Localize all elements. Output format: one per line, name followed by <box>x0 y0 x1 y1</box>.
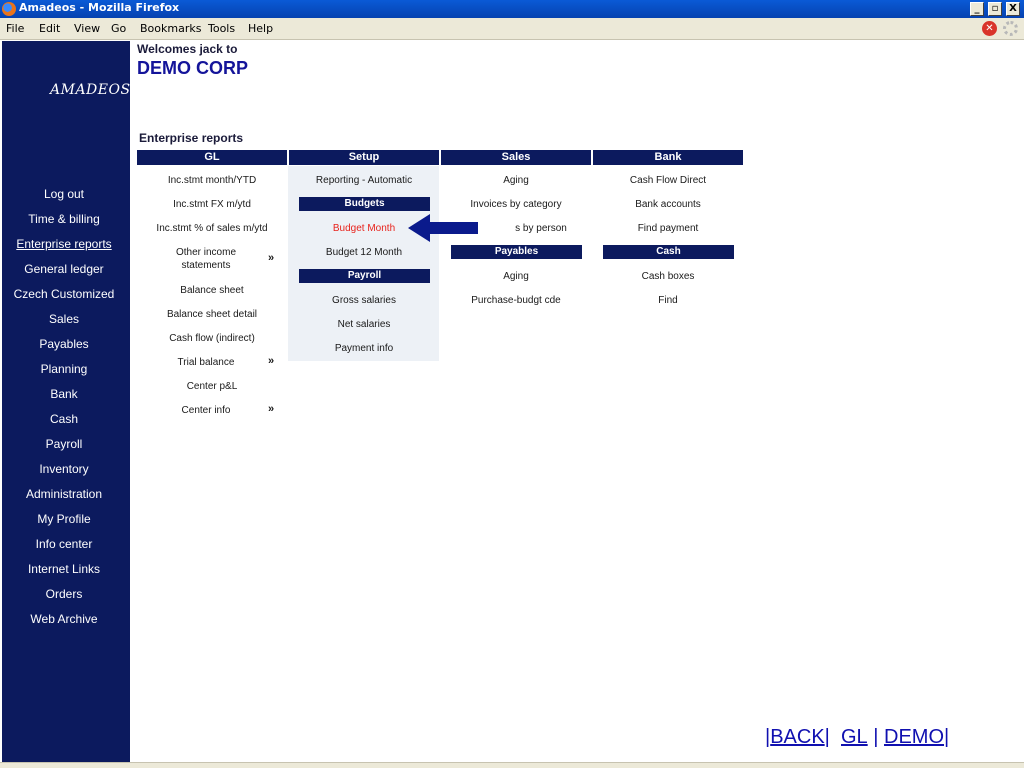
sidebar-item-bank[interactable]: Bank <box>50 387 78 401</box>
sidebar-item-my-profile[interactable]: My Profile <box>37 512 91 526</box>
stop-icon[interactable]: ✕ <box>982 21 997 36</box>
nav-separator: | <box>824 726 830 748</box>
firefox-icon <box>2 2 16 16</box>
bank-link-find-payment[interactable]: Find payment <box>637 223 699 234</box>
maximize-button[interactable]: ▫ <box>988 2 1002 16</box>
title-bar <box>0 0 1024 18</box>
column-header-sales: Sales <box>441 150 591 165</box>
subheader-payables: Payables <box>451 245 582 259</box>
nav-separator: | <box>944 726 950 748</box>
sidebar-item-orders[interactable]: Orders <box>45 587 83 601</box>
menu-tools[interactable]: Tools <box>208 22 236 35</box>
demo-link[interactable]: DEMO <box>884 726 945 748</box>
sidebar-item-payables[interactable]: Payables <box>39 337 89 351</box>
sales-link-by-person[interactable]: s by person <box>515 223 567 234</box>
back-link[interactable]: BACK <box>770 726 825 748</box>
sales-link-invoices-by-category[interactable]: Invoices by category <box>470 199 562 210</box>
setup-link-reporting-automatic[interactable]: Reporting - Automatic <box>315 175 413 186</box>
menu-bar <box>0 18 1024 40</box>
menu-view[interactable]: View <box>74 22 101 35</box>
company-name: DEMO CORP <box>137 58 249 78</box>
column-header-gl: GL <box>137 150 287 165</box>
sidebar-item-enterprise-reports[interactable]: Enterprise reports <box>16 237 112 251</box>
menu-help[interactable]: Help <box>248 22 274 35</box>
cash-link-cash-boxes[interactable]: Cash boxes <box>641 271 695 282</box>
status-bar <box>0 762 1024 768</box>
sidebar-item-internet-links[interactable]: Internet Links <box>27 562 101 576</box>
gl-link-inc-stmt-fx[interactable]: Inc.stmt FX m/ytd <box>173 199 251 210</box>
sidebar-item-planning[interactable]: Planning <box>40 362 88 376</box>
close-button[interactable]: X <box>1006 2 1020 16</box>
window-title: Amadeos - Mozilla Firefox <box>19 1 180 14</box>
setup-link-budget-month[interactable]: Budget Month <box>332 223 396 234</box>
more-icon[interactable]: » <box>268 252 275 264</box>
sidebar-item-cash[interactable]: Cash <box>49 412 78 426</box>
subheader-payroll: Payroll <box>299 269 430 283</box>
payables-link-aging[interactable]: Aging <box>503 271 529 282</box>
sidebar-item-web-archive[interactable]: Web Archive <box>30 612 98 626</box>
nav-separator: | <box>765 726 771 748</box>
gl-link-inc-stmt-pct-sales[interactable]: Inc.stmt % of sales m/ytd <box>156 223 268 234</box>
welcome-text: Welcomes jack to <box>137 42 238 56</box>
setup-link-gross-salaries[interactable]: Gross salaries <box>332 295 396 306</box>
gl-link-inc-stmt-month-ytd[interactable]: Inc.stmt month/YTD <box>167 175 257 186</box>
setup-link-net-salaries[interactable]: Net salaries <box>337 319 391 330</box>
gl-link-trial-balance[interactable]: Trial balance <box>177 357 235 368</box>
setup-link-budget-12-month[interactable]: Budget 12 Month <box>325 247 403 258</box>
column-header-bank: Bank <box>593 150 743 165</box>
bank-link-cash-flow-direct[interactable]: Cash Flow Direct <box>629 175 707 186</box>
gl-link-center-info[interactable]: Center info <box>181 405 231 416</box>
sidebar-item-logout[interactable]: Log out <box>43 187 85 201</box>
more-icon[interactable]: » <box>268 403 275 415</box>
gl-link-balance-sheet-detail[interactable]: Balance sheet detail <box>166 309 258 320</box>
more-icon[interactable]: » <box>268 355 275 367</box>
menu-go[interactable]: Go <box>111 22 127 35</box>
sidebar-item-info-center[interactable]: Info center <box>35 537 93 551</box>
gl-link-cash-flow-indirect[interactable]: Cash flow (indirect) <box>169 333 255 344</box>
column-header-setup: Setup <box>289 150 439 165</box>
sidebar-item-inventory[interactable]: Inventory <box>39 462 89 476</box>
sidebar-item-general-ledger[interactable]: General ledger <box>24 262 104 276</box>
menu-bookmarks[interactable]: Bookmarks <box>140 22 202 35</box>
amadeos-logo: AMADEOS <box>50 82 131 98</box>
payables-link-purchase-budgt-cde[interactable]: Purchase-budgt cde <box>471 295 561 306</box>
gl-link-balance-sheet[interactable]: Balance sheet <box>180 285 244 296</box>
bottom-nav <box>765 726 949 749</box>
sidebar-item-time-billing[interactable]: Time & billing <box>28 212 100 226</box>
gl-link-center-pl[interactable]: Center p&L <box>186 381 238 392</box>
menu-edit[interactable]: Edit <box>39 22 61 35</box>
menu-file[interactable]: File <box>6 22 25 35</box>
subheader-cash: Cash <box>603 245 734 259</box>
sidebar <box>2 41 130 762</box>
sidebar-item-czech-customized[interactable]: Czech Customized <box>13 287 115 301</box>
sidebar-item-sales[interactable]: Sales <box>48 312 80 326</box>
minimize-button[interactable]: _ <box>970 2 984 16</box>
page-title: Enterprise reports <box>139 131 244 145</box>
sales-link-aging[interactable]: Aging <box>503 175 529 186</box>
subheader-budgets: Budgets <box>299 197 430 211</box>
arrow-icon <box>408 213 478 243</box>
sidebar-item-payroll[interactable]: Payroll <box>45 437 83 451</box>
gl-link-other-income-statements[interactable]: Other income statements <box>175 247 237 271</box>
nav-separator: | <box>873 726 879 748</box>
bank-link-bank-accounts[interactable]: Bank accounts <box>635 199 701 210</box>
cash-link-find[interactable]: Find <box>658 295 678 306</box>
sidebar-item-administration[interactable]: Administration <box>25 487 103 501</box>
gl-link[interactable]: GL <box>841 726 868 748</box>
throbber-icon <box>1003 21 1018 36</box>
setup-column-panel <box>288 166 439 361</box>
setup-link-payment-info[interactable]: Payment info <box>334 343 394 354</box>
